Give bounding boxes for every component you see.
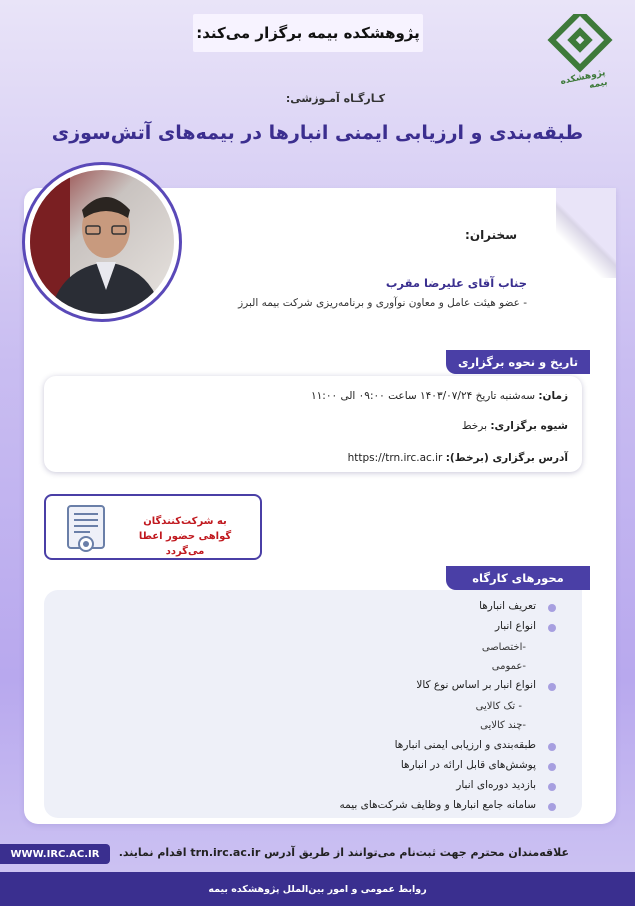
mode-value: برخط [461,420,488,432]
speaker-role: - عضو هیئت عامل و معاون نوآوری و برنامه‌ریزی شرکت بیمه البرز [238,297,527,309]
address-row [348,452,568,464]
topic-subitem: - تک کالایی [475,701,522,712]
address-link[interactable]: https://trn.irc.ac.ir [347,452,443,464]
topic-item: تعریف انبارها [479,600,536,612]
address-label: آدرس برگزاری (برخط): [445,452,568,464]
bullet-icon [548,624,556,632]
workshop-label: کـارگـاه آمـوزشی: [285,92,385,105]
speaker-name: جناب آقای علیرضا مقرب [385,276,527,290]
website-text: WWW.IRC.AC.IR [10,848,100,860]
logo-text: پژوهشکده بیمه [559,67,609,92]
time-value: سه‌شنبه تاریخ ۱۴۰۳/۰۷/۲۴ ساعت ۰۹:۰۰ الی ۱۱:۰۰ [311,390,535,402]
mode-row [462,420,568,432]
topics-tab [446,566,590,590]
certificate-line-2: گواهی حضور اعطا می‌گردد [138,531,232,557]
topic-item: بازدید دوره‌ای انبار [456,779,536,791]
announcement-banner [193,14,423,52]
website-link[interactable] [0,844,110,864]
certificate-icon [66,504,106,554]
footer-bar [0,872,635,906]
department-text: روابط عمومی و امور بین‌الملل پژوهشکده بیمه [208,883,427,895]
topic-item: انواع انبار [494,620,536,632]
topic-item: پوشش‌های قابل ارائه در انبارها [400,759,536,771]
topic-subitem: -عمومی [491,661,526,672]
speaker-photo [30,170,174,314]
topic-item: انواع انبار بر اساس نوع کالا [416,679,536,691]
time-label: زمان: [538,390,568,402]
bullet-icon [548,803,556,811]
time-row [311,390,568,402]
announcement-text: پژوهشکده بیمه برگزار می‌کند: [196,24,420,42]
schedule-tab [446,350,590,374]
registration-note: علاقه‌مندان محترم جهت ثبت‌نام می‌توانند از طریق آدرس trn.irc.ac.ir اقدام نمایند. [118,846,569,859]
bullet-icon [548,604,556,612]
schedule-box [44,376,582,472]
speaker-avatar [22,162,182,322]
institute-logo [545,14,615,104]
certificate-line-1: به شرکت‌کنندگان [143,516,227,527]
topics-tab-label: محورهای کارگاه [472,571,564,585]
workshop-title: طبقه‌بندی و ارزیابی ایمنی انبارها در بیمه‌های آتش‌سوزی [51,122,584,144]
certificate-text [120,514,250,559]
bullet-icon [548,763,556,771]
topic-subitem: -اختصاصی [481,642,526,653]
mode-label: شیوه برگزاری: [490,420,568,432]
topic-item: سامانه جامع انبارها و وظایف شرکت‌های بیمه [339,799,536,811]
bullet-icon [548,743,556,751]
bullet-icon [548,783,556,791]
topics-box [44,590,582,818]
schedule-tab-label: تاریخ و نحوه برگزاری [457,355,579,369]
topic-subitem: -چند کالایی [480,720,526,731]
certificate-box [44,494,262,560]
speakers-label: سخنران: [465,228,517,242]
topic-item: طبقه‌بندی و ارزیابی ایمنی انبارها [394,739,536,751]
bullet-icon [548,683,556,691]
